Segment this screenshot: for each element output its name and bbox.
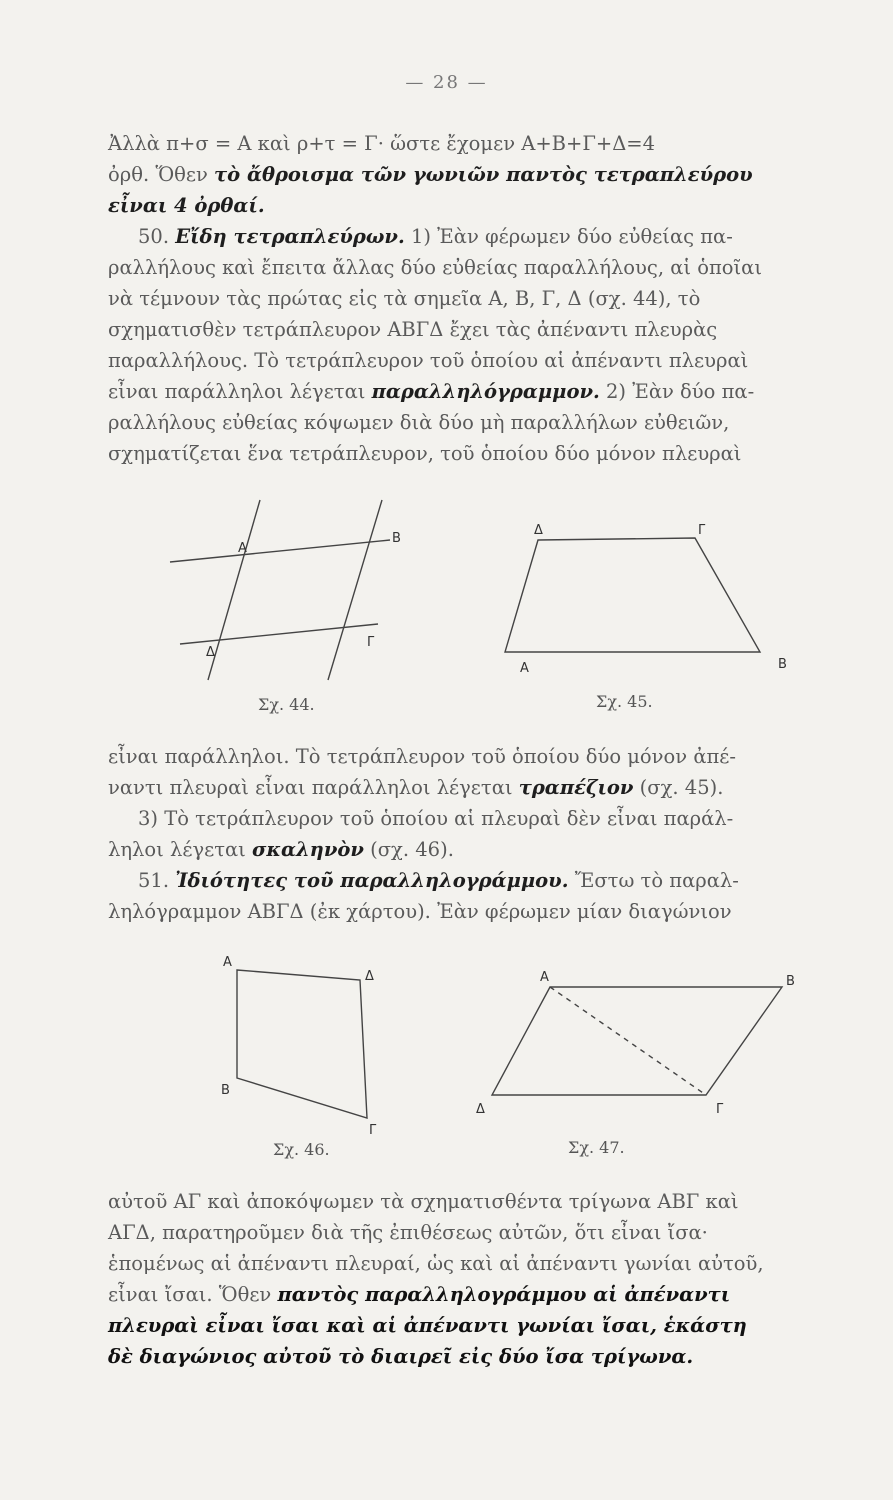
text-line: εἶναι παράλληλοι λέγεται παραλληλόγραμμον. 2) Ἐὰν δύο πα- — [108, 380, 755, 403]
text-line: εἶναι ἴσαι. Ὅθεν παντὸς παραλληλογράμμου αἱ ἀπέναντι — [108, 1283, 731, 1306]
text-line: σχηματισθὲν τετράπλευρον ΑΒΓΔ ἔχει τὰς ἀπέναντι πλευρὰς — [108, 318, 718, 341]
fig46-label-D: Δ — [365, 969, 374, 984]
figure-46 — [215, 950, 395, 1140]
text-line: ληλόγραμμον ΑΒΓΔ (ἐκ χάρτου). Ἐὰν φέρωμεν μίαν διαγώνιον — [108, 900, 732, 923]
fig46-label-B: Β — [221, 1083, 230, 1098]
page-number: — 28 — — [405, 72, 488, 93]
text-line: ὀρθ. Ὅθεν τὸ ἄθροισμα τῶν γωνιῶν παντὸς τετραπλεύρου — [108, 163, 753, 186]
fig47-label-G: Γ — [716, 1102, 724, 1117]
text-line: νὰ τέμνουν τὰς πρώτας εἰς τὰ σημεῖα Α, Β, Γ, Δ (σχ. 44), τὸ — [108, 287, 701, 310]
text-line: ληλοι λέγεται σκαληνὸν (σχ. 46). — [108, 838, 454, 861]
text-line: ναντι πλευραὶ εἶναι παράλληλοι λέγεται τραπέζιον (σχ. 45). — [108, 776, 724, 799]
fig45-label-D: Δ — [534, 523, 543, 538]
text-line: εἶναι 4 ὀρθαί. — [108, 194, 265, 217]
text-line: εἶναι παράλληλοι. Τὸ τετράπλευρον τοῦ ὁποίου δύο μόνον ἀπέ- — [108, 745, 736, 768]
section-50-heading-line: 50. Εἴδη τετραπλεύρων. 1) Ἐὰν φέρωμεν δύο εὐθείας πα- — [138, 225, 733, 248]
text-block-bottom — [108, 1186, 818, 1372]
fig44-label-D: Δ — [206, 645, 215, 660]
fig44-label-A: Α — [238, 541, 247, 556]
fig45-caption: Σχ. 45. — [596, 692, 653, 711]
fig46-label-G: Γ — [369, 1123, 377, 1138]
text-line: σχηματίζεται ἕνα τετράπλευρον, τοῦ ὁποίου δύο μόνον πλευραὶ — [108, 442, 742, 465]
text-line: 3) Τὸ τετράπλευρον τοῦ ὁποίου αἱ πλευραὶ δὲν εἶναι παράλ- — [138, 807, 734, 830]
text-line: ΑΓΔ, παρατηροῦμεν διὰ τῆς ἐπιθέσεως αὐτῶν, ὅτι εἶναι ἴσα· — [108, 1221, 708, 1244]
figure-45 — [490, 520, 790, 680]
fig44-caption: Σχ. 44. — [258, 695, 315, 714]
fig44-label-G: Γ — [367, 635, 375, 650]
fig47-caption: Σχ. 47. — [568, 1138, 625, 1157]
fig47-label-A: Α — [540, 970, 549, 985]
fig46-caption: Σχ. 46. — [273, 1140, 330, 1159]
figure-44 — [160, 500, 400, 700]
fig45-label-G: Γ — [698, 523, 706, 538]
fig47-label-B: Β — [786, 974, 795, 989]
text-line: ἑπομένως αἱ ἀπέναντι πλευραί, ὡς καὶ αἱ ἀπέναντι γωνίαι αὐτοῦ, — [108, 1252, 764, 1275]
text-line: δὲ διαγώνιος αὐτοῦ τὸ διαιρεῖ εἰς δύο ἴσα τρίγωνα. — [108, 1345, 694, 1368]
text-line: ραλλήλους εὐθείας κόψωμεν διὰ δύο μὴ παραλλήλων εὐθειῶν, — [108, 411, 730, 434]
text-line: ραλλήλους καὶ ἔπειτα ἄλλας δύο εὐθείας παραλλήλους, αἱ ὁποῖαι — [108, 256, 762, 279]
text-block-middle — [108, 741, 818, 927]
text-line: Ἀλλὰ π+σ = Α καὶ ρ+τ = Γ· ὥστε ἔχομεν Α+Β+Γ+Δ=4 — [108, 132, 656, 155]
section-51-heading-line: 51. Ἰδιότητες τοῦ παραλληλογράμμου. Ἔστω τὸ παραλ- — [138, 869, 739, 892]
text-line: παραλλήλους. Τὸ τετράπλευρον τοῦ ὁποίου αἱ ἀπέναντι πλευραὶ — [108, 349, 749, 372]
fig46-label-A: Α — [223, 955, 232, 970]
text-block-top — [108, 128, 818, 469]
fig47-label-D: Δ — [476, 1102, 485, 1117]
fig45-label-A: Α — [520, 661, 529, 676]
fig44-label-B: Β — [392, 531, 401, 546]
figure-47 — [470, 965, 810, 1135]
fig45-label-B: B — [778, 657, 787, 672]
text-line: πλευραὶ εἶναι ἴσαι καὶ αἱ ἀπέναντι γωνίαι ἴσαι, ἑκάστη — [108, 1314, 747, 1337]
text-line: αὐτοῦ ΑΓ καὶ ἀποκόψωμεν τὰ σχηματισθέντα τρίγωνα ΑΒΓ καὶ — [108, 1190, 739, 1213]
